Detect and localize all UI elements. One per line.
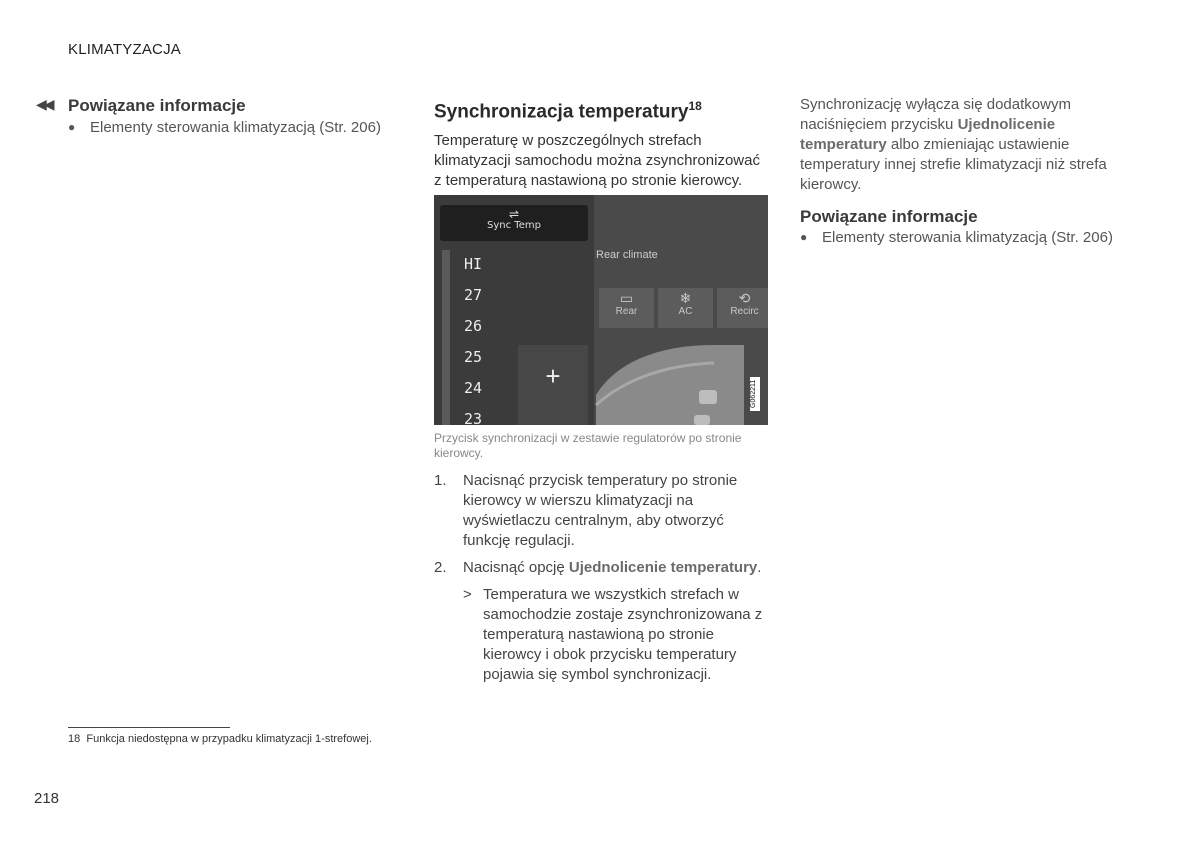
temp-value[interactable]: 25 bbox=[464, 348, 483, 367]
option-highlight: Ujednolicenie temperatury bbox=[800, 116, 1056, 153]
bullet-icon: ● bbox=[800, 230, 808, 244]
temperature-scale-bar[interactable] bbox=[442, 250, 450, 425]
footnote-ref[interactable]: 18 bbox=[688, 99, 702, 113]
sync-temp-button[interactable] bbox=[440, 205, 588, 241]
step-text-post: . bbox=[757, 559, 762, 577]
step-result bbox=[434, 585, 769, 685]
main-column bbox=[434, 93, 769, 685]
related-info-item[interactable] bbox=[68, 117, 398, 138]
rear-climate-title: Rear climate bbox=[596, 249, 658, 262]
footnote bbox=[68, 733, 372, 745]
related-link[interactable]: Elementy sterowania klimatyzacją (Str. 206) bbox=[90, 119, 381, 136]
sync-temp-label: Sync Temp bbox=[487, 220, 541, 232]
rear-label: Rear bbox=[615, 306, 638, 318]
section-title: Synchronizacja temperatury$^{18}$ bbox=[434, 99, 702, 123]
recirc-car-icon: ⟲ bbox=[738, 290, 751, 307]
step-number: 2. bbox=[434, 559, 447, 577]
step-text: Nacisnąć przycisk temperatury po stronie kierowcy w wierszu klimatyzacji na wyświetlaczu centralnym, aby otworzyć funkcję regulacji. bbox=[463, 472, 738, 550]
rear-defrost-icon: ▭ bbox=[619, 290, 634, 307]
figure-code: G062211 bbox=[750, 377, 760, 411]
right-column bbox=[800, 95, 1140, 248]
temp-value[interactable]: 26 bbox=[464, 317, 483, 336]
steps-list bbox=[434, 471, 769, 685]
plus-button[interactable]: + bbox=[518, 345, 588, 425]
ac-snowflake-icon: ❄ bbox=[679, 290, 692, 307]
ac-label: AC bbox=[678, 306, 693, 318]
intro-paragraph: Temperaturę w poszczególnych strefach klimatyzacji samochodu można zsynchronizować z temperaturą nastawioną po stronie kierowcy. bbox=[434, 132, 760, 190]
sync-icon: ⇌ bbox=[508, 207, 520, 222]
double-left-arrow-icon[interactable]: ◀◀ bbox=[36, 96, 52, 112]
climate-screen-figure bbox=[434, 195, 768, 425]
temp-value[interactable]: 27 bbox=[464, 286, 483, 305]
related-info-left bbox=[68, 96, 398, 138]
section-header: KLIMATYZACJA bbox=[68, 41, 181, 58]
bullet-icon: ● bbox=[68, 120, 76, 134]
disable-sync-paragraph: Synchronizację wyłącza się dodatkowym naciśnięciem przycisku Ujednolicenie temperatury albo zmieniając ustawienie temperatury innej strefie klimatyzacji niż strefa kierowcy. bbox=[800, 96, 1107, 193]
footnote-divider bbox=[68, 727, 230, 728]
temp-value[interactable]: HI bbox=[464, 255, 483, 274]
figure-caption: Przycisk synchronizacji w zestawie regulatorów po stronie kierowcy. bbox=[434, 431, 742, 461]
related-link[interactable]: Elementy sterowania klimatyzacją (Str. 206) bbox=[822, 229, 1113, 246]
result-arrow-icon: > bbox=[463, 586, 472, 604]
option-highlight: Ujednolicenie temperatury bbox=[568, 559, 758, 577]
result-text: Temperatura we wszystkich strefach w samochodzie zostaje zsynchronizowana z temperaturą nastawioną po stronie kierowcy i obok przycisku temperatury pojawia się symbol synchronizacji. bbox=[483, 586, 763, 684]
footnote-number: 18 bbox=[68, 733, 81, 745]
temp-value[interactable]: 23 bbox=[464, 410, 483, 426]
recirc-button[interactable] bbox=[717, 288, 768, 328]
page-number: 218 bbox=[34, 790, 60, 807]
step-text-pre: Nacisnąć opcję bbox=[463, 559, 569, 577]
related-info-item[interactable] bbox=[800, 227, 1140, 248]
related-info-heading: Powiązane informacje bbox=[68, 96, 246, 115]
ac-button[interactable] bbox=[658, 288, 713, 328]
step-item bbox=[434, 471, 769, 551]
rear-defrost-button[interactable] bbox=[599, 288, 654, 328]
recirc-label: Recirc bbox=[730, 306, 759, 318]
step-number: 1. bbox=[434, 472, 447, 490]
step-item bbox=[434, 558, 769, 578]
related-info-heading: Powiązane informacje bbox=[800, 207, 978, 226]
footnote-text: Funkcja niedostępna w przypadku klimatyzacji 1-strefowej. bbox=[86, 733, 372, 745]
temp-value[interactable]: 24 bbox=[464, 379, 483, 398]
